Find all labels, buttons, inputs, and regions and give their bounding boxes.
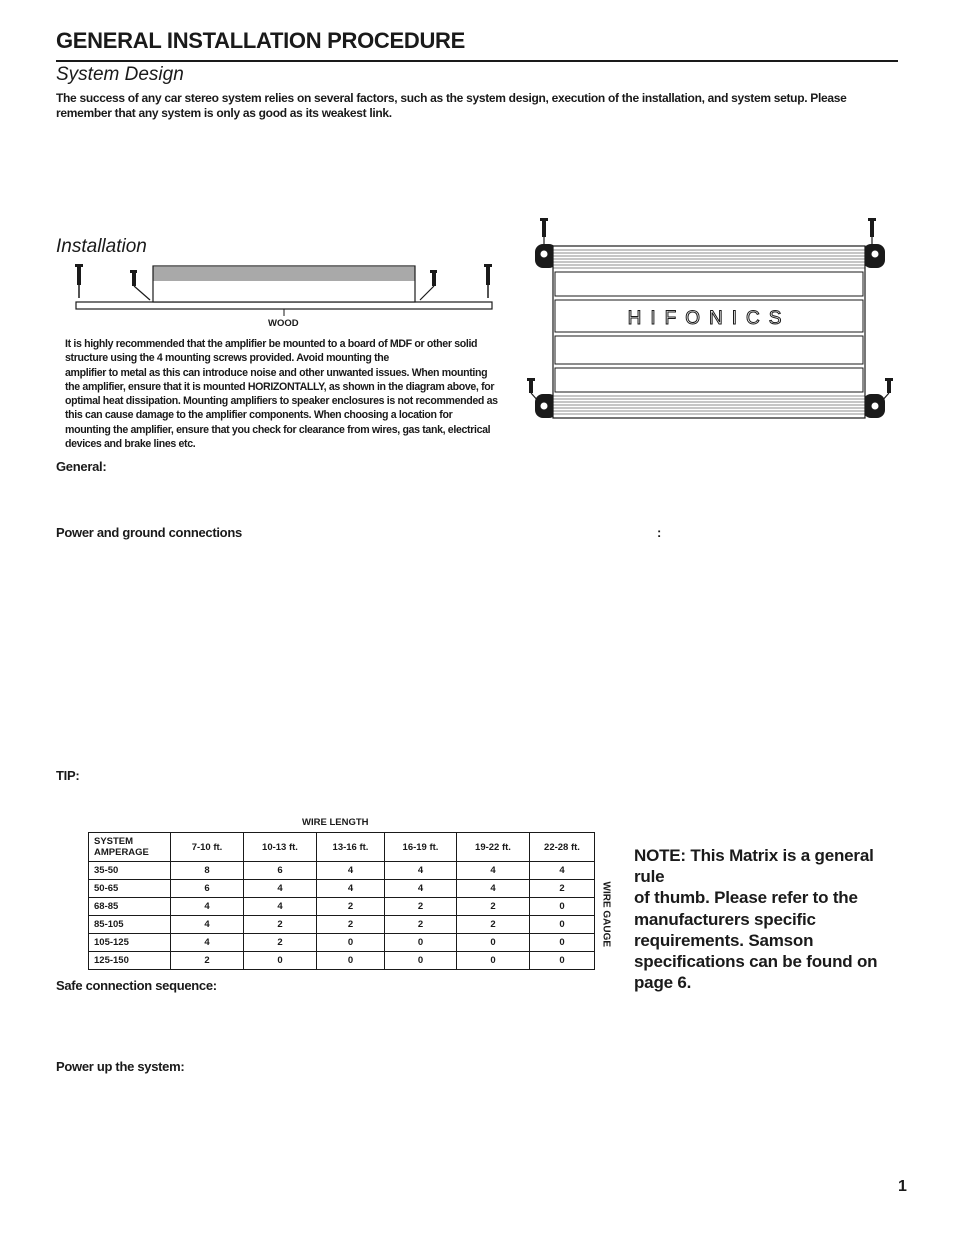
gauge-cell: 8	[171, 862, 244, 880]
gauge-cell: 0	[244, 952, 317, 970]
header-col: 13-16 ft.	[317, 833, 385, 862]
gauge-cell: 0	[530, 916, 595, 934]
wire-length-label: WIRE LENGTH	[302, 817, 369, 828]
gauge-cell: 4	[171, 916, 244, 934]
gauge-cell: 2	[317, 898, 385, 916]
gauge-cell: 0	[317, 952, 385, 970]
gauge-cell: 2	[317, 916, 385, 934]
gauge-cell: 2	[457, 898, 530, 916]
screw-icon	[130, 270, 150, 300]
amperage-cell: 68-85	[89, 898, 171, 916]
gauge-cell: 2	[244, 916, 317, 934]
mounting-diagram	[70, 258, 500, 318]
screw-icon	[75, 264, 83, 298]
gauge-cell: 2	[171, 952, 244, 970]
installation-text: It is highly recommended that the amplifier be mounted to a board of MDF or other solid structure using the 4 mounting screws provided. Avoid mounting the amplifier to metal as this can introduce noise and other unwanted issues. When mounting the amplifier, ensure that it is mounted HORIZONTALLY, as shown in the diagram above, for optimal heat dissipation. Mounting amplifiers to speaker enclosures is not recommended as this can cause damage to the amplifier components. When choosing a location for mounting the amplifier, ensure that you check for clearance from wires, gas tank, electrical devices and brake lines etc.	[65, 338, 498, 451]
gauge-cell: 0	[530, 934, 595, 952]
amplifier-top-view	[525, 214, 895, 424]
gauge-cell: 0	[457, 952, 530, 970]
gauge-cell: 0	[317, 934, 385, 952]
table-row	[89, 952, 595, 970]
header-col: 22-28 ft.	[530, 833, 595, 862]
gauge-cell: 2	[457, 916, 530, 934]
amperage-cell: 35-50	[89, 862, 171, 880]
gauge-cell: 4	[385, 862, 457, 880]
wire-gauge-label: WIRE GAUGE	[600, 881, 612, 948]
general-heading: General:	[56, 459, 107, 474]
gauge-cell: 4	[244, 880, 317, 898]
table-row	[89, 862, 595, 880]
gauge-cell: 4	[171, 934, 244, 952]
gauge-cell: 4	[530, 862, 595, 880]
gauge-cell: 2	[385, 898, 457, 916]
title-rule	[56, 60, 898, 62]
gauge-cell: 4	[317, 862, 385, 880]
table-row	[89, 934, 595, 952]
safe-connection-heading: Safe connection sequence:	[56, 978, 217, 993]
amperage-cell: 85-105	[89, 916, 171, 934]
gauge-cell: 4	[385, 880, 457, 898]
power-ground-colon: :	[657, 525, 662, 540]
gauge-cell: 0	[457, 934, 530, 952]
gauge-cell: 4	[171, 898, 244, 916]
gauge-cell: 2	[530, 880, 595, 898]
header-col: 10-13 ft.	[244, 833, 317, 862]
wire-gauge-table	[88, 832, 595, 970]
power-ground-heading: Power and ground connections	[56, 525, 242, 540]
header-col: 19-22 ft.	[457, 833, 530, 862]
header-col: 16-19 ft.	[385, 833, 457, 862]
amperage-cell: 125-150	[89, 952, 171, 970]
system-design-heading: System Design	[56, 64, 184, 85]
system-design-text: The success of any car stereo system relies on several factors, such as the system design, execution of the installation, and system setup. Please remember that any system is only as good as its weakest link.	[56, 91, 847, 120]
tip-heading: TIP:	[56, 768, 80, 783]
gauge-cell: 2	[385, 916, 457, 934]
gauge-cell: 4	[457, 862, 530, 880]
power-up-heading: Power up the system:	[56, 1059, 185, 1074]
screw-icon	[540, 218, 548, 244]
amperage-cell: 105-125	[89, 934, 171, 952]
amp-side-profile	[153, 266, 415, 302]
table-row	[89, 880, 595, 898]
brand-logo: HIFONICS	[627, 308, 791, 329]
header-col: 7-10 ft.	[171, 833, 244, 862]
gauge-cell: 2	[244, 934, 317, 952]
screw-icon	[420, 270, 437, 300]
gauge-cell: 6	[244, 862, 317, 880]
installation-heading: Installation	[56, 236, 147, 257]
screw-icon	[868, 218, 876, 244]
table-row	[89, 898, 595, 916]
gauge-cell: 0	[385, 952, 457, 970]
wood-board	[76, 302, 492, 309]
table-header-row	[89, 833, 595, 862]
gauge-cell: 0	[530, 952, 595, 970]
gauge-cell: 4	[244, 898, 317, 916]
matrix-note: NOTE: This Matrix is a general rule of thumb. Please refer to the manufacturers specific requirements. Samson specifications can be found on page 6.	[634, 846, 878, 993]
gauge-cell: 4	[317, 880, 385, 898]
page-title: GENERAL INSTALLATION PROCEDURE	[56, 28, 466, 53]
table-row	[89, 916, 595, 934]
gauge-cell: 6	[171, 880, 244, 898]
header-system-amperage: SYSTEM AMPERAGE	[89, 833, 171, 862]
gauge-cell: 0	[385, 934, 457, 952]
wood-label: WOOD	[268, 318, 299, 329]
gauge-cell: 0	[530, 898, 595, 916]
gauge-cell: 4	[457, 880, 530, 898]
amperage-cell: 50-65	[89, 880, 171, 898]
screw-icon	[484, 264, 492, 298]
page-number: 1	[898, 1178, 907, 1195]
